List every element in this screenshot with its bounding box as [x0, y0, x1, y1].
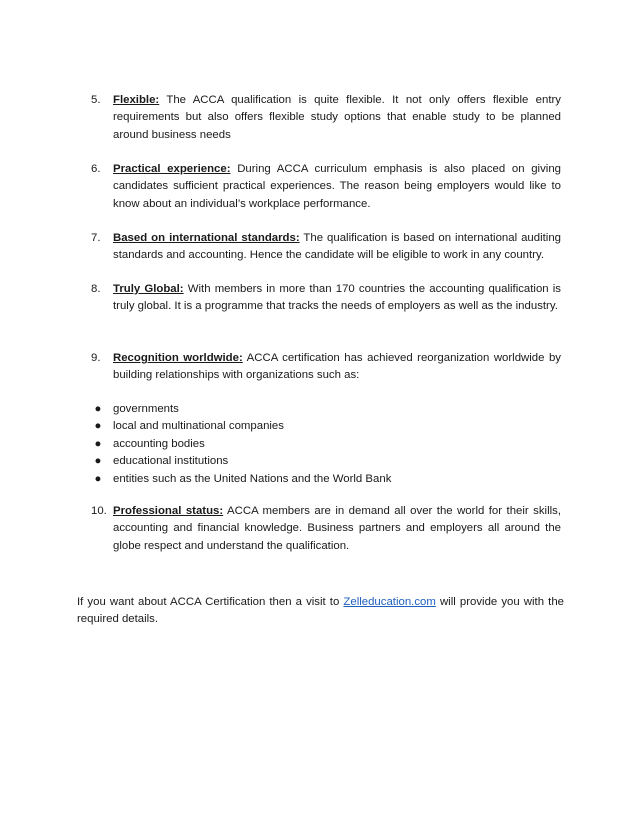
bullet-item [91, 418, 561, 435]
closing-text: If you want about ACCA Certification then a visit to [77, 596, 344, 608]
bullet-text: entities such as the United Nations and the World Bank [113, 472, 392, 485]
list-item-international-standards [91, 230, 561, 265]
item-body: The qualification is based on international auditing standards and accounting. Hence the candidate will be eligible to work in any country. [113, 232, 561, 262]
bullet-text: local and multinational companies [113, 420, 284, 433]
item-body: During ACCA curriculum emphasis is also placed on giving candidates sufficient practical experiences. The reason being employers would like to know about an individual’s workplace performance. [113, 163, 561, 210]
bullet-text: accounting bodies [113, 437, 205, 450]
item-body: ACCA members are in demand all over the world for their skills, accounting and financial knowledge. Business partners and employers all around the globe respect and understand the qualification. [113, 505, 561, 552]
bullet-text: governments [113, 403, 179, 415]
item-number: 10. [91, 505, 107, 517]
item-heading: Recognition worldwide: [113, 352, 243, 364]
item-heading: Flexible: [113, 94, 160, 106]
item-body: ACCA certification has achieved reorganization worldwide by building relationships with organizations such as: [113, 352, 561, 382]
bullet-icon: ● [94, 403, 102, 415]
list-item-truly-global [91, 281, 561, 316]
item-number: 9. [91, 352, 101, 364]
item-heading: Professional status: [113, 505, 224, 517]
bullet-item [91, 453, 561, 470]
bullet-text: educational institutions [113, 455, 229, 468]
item-number: 8. [91, 283, 101, 295]
closing-text-end: will provide you with the required details. [77, 596, 564, 626]
bullet-icon: ● [94, 455, 102, 468]
closing-paragraph [77, 594, 564, 629]
item-heading: Based on international standards: [113, 232, 300, 244]
item-number: 5. [91, 94, 101, 106]
organization-bullet-list [91, 401, 561, 488]
item-number: 7. [91, 232, 101, 244]
item-body: The ACCA qualification is quite flexible. It not only offers flexible entry requirements but also offers flexible study options that enable study to be planned around business needs [113, 94, 561, 141]
bullet-item [91, 471, 561, 488]
list-item-flexible [91, 92, 561, 144]
bullet-item [91, 401, 561, 418]
bullet-icon: ● [94, 437, 102, 450]
bullet-icon: ● [94, 472, 102, 485]
item-number: 6. [91, 163, 101, 175]
item-heading: Practical experience: [113, 163, 231, 175]
bullet-item [91, 436, 561, 453]
list-item-professional-status [91, 503, 561, 555]
list-item-recognition-worldwide [91, 350, 561, 385]
list-item-practical-experience [91, 161, 561, 213]
item-body: With members in more than 170 countries the accounting qualification is truly global. It is a programme that tracks the needs of employers as well as the industry. [113, 283, 562, 313]
item-heading: Truly Global: [113, 283, 184, 295]
bullet-icon: ● [94, 420, 102, 433]
zelleducation-link[interactable]: Zelleducation.com [343, 596, 436, 608]
